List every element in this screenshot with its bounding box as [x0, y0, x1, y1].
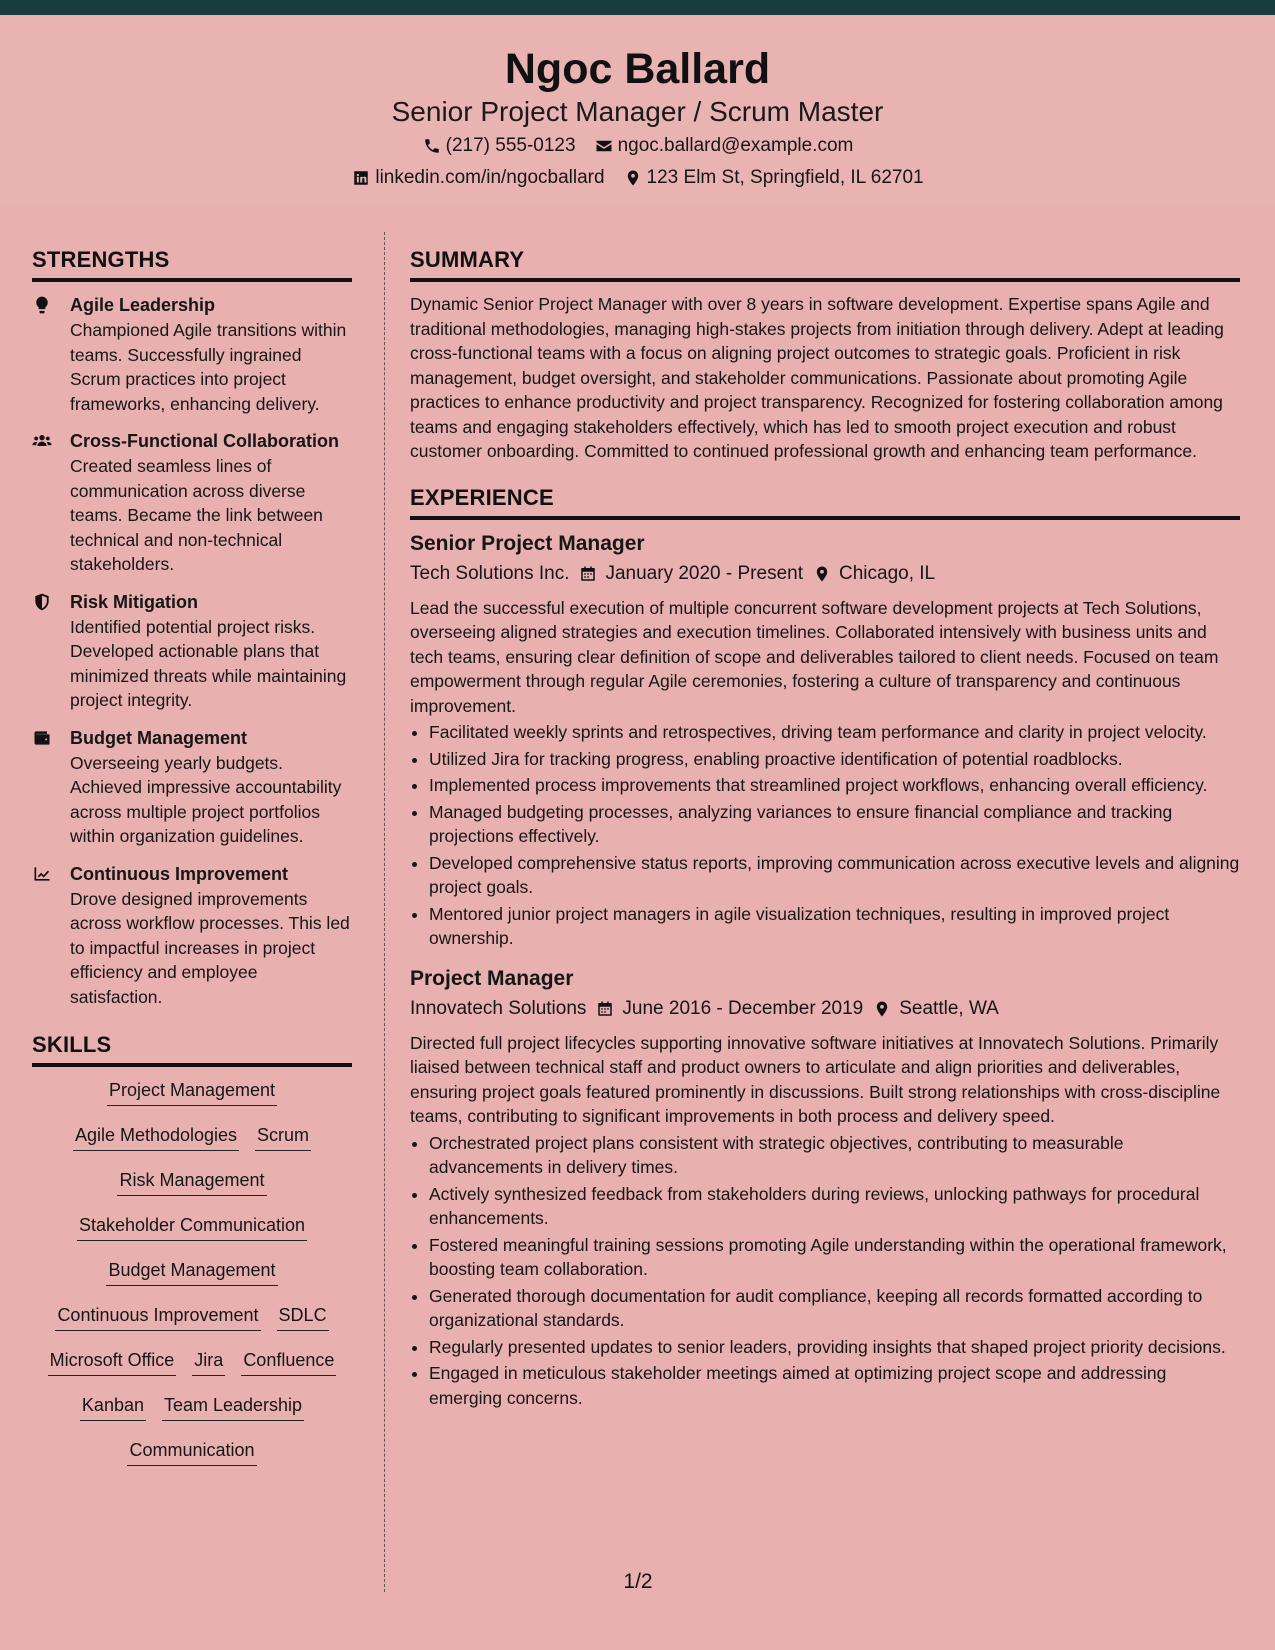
job-bullets — [410, 720, 1240, 951]
bullet-item: • Facilitated weekly sprints and retrospectives, driving team performance and clarity in project velocity. — [429, 720, 1240, 745]
job-dates — [579, 560, 803, 588]
top-accent-bar — [0, 0, 1275, 15]
skill-tag: Agile Methodologies — [73, 1122, 239, 1151]
company-name: Innovatech Solutions — [410, 997, 587, 1019]
phone-text: (217) 555-0123 — [445, 135, 576, 156]
skills-heading: SKILLS — [32, 1031, 352, 1067]
bullet-item: • Fostered meaningful training sessions promoting Agile understanding within the operational framework, boosting team collaboration. — [429, 1233, 1240, 1282]
contact-row-1 — [0, 134, 1275, 158]
job-location — [813, 560, 935, 588]
strength-name: Risk Mitigation — [70, 591, 199, 612]
strength-desc: Created seamless lines of communication across diverse teams. Became the link between technical and non-technical stakeholders. — [70, 456, 323, 574]
skill-row — [32, 1347, 352, 1392]
bullet-item: • Managed budgeting processes, analyzing variances to ensure financial compliance and tracking projections effectively. — [429, 800, 1240, 849]
phone-icon — [422, 136, 442, 156]
job-dates-text: January 2020 - Present — [605, 562, 803, 584]
bullet-item: • Orchestrated project plans consistent with strategic objectives, contributing to measurable advancements in delivery times. — [429, 1131, 1240, 1180]
strength-item — [32, 428, 352, 577]
bullet-item: • Developed comprehensive status reports, improving communication across executive levels and aligning project goals. — [429, 851, 1240, 900]
right-column — [410, 246, 1240, 1424]
bullet-item: • Mentored junior project managers in agile visualization techniques, resulting in improved project ownership. — [429, 902, 1240, 951]
linkedin-contact[interactable] — [351, 166, 604, 190]
strength-name: Cross-Functional Collaboration — [70, 431, 340, 451]
map-pin-icon — [873, 1000, 891, 1018]
chart-line-icon — [32, 861, 70, 1010]
bullet-item: • Utilized Jira for tracking progress, enabling proactive identification of potential roadblocks. — [429, 747, 1240, 772]
strength-name: Continuous Improvement — [70, 863, 289, 884]
shield-icon — [32, 589, 70, 713]
lightbulb-icon — [32, 292, 70, 416]
skill-row — [32, 1167, 352, 1212]
skill-tag: Stakeholder Communication — [77, 1212, 307, 1241]
linkedin-text[interactable]: linkedin.com/in/ngocballard — [375, 167, 605, 188]
strength-item — [32, 725, 352, 849]
skill-tag: Scrum — [255, 1122, 311, 1151]
summary-heading: SUMMARY — [410, 246, 1240, 282]
bullet-item: • Implemented process improvements that streamlined project workflows, enhancing overall efficiency. — [429, 773, 1240, 798]
strength-item — [32, 589, 352, 713]
bullet-item: • Engaged in meticulous stakeholder meetings aimed at optimizing project scope and addressing emerging concerns. — [429, 1361, 1240, 1410]
contact-row-2 — [0, 166, 1275, 190]
job-meta — [410, 995, 1240, 1023]
strength-item — [32, 861, 352, 1010]
job-dates-text: June 2016 - December 2019 — [622, 997, 864, 1019]
map-pin-icon — [813, 565, 831, 583]
skill-row — [32, 1212, 352, 1257]
skill-tag: Microsoft Office — [48, 1347, 177, 1376]
job-location — [873, 995, 999, 1023]
job-location-text: Chicago, IL — [839, 562, 936, 584]
skill-tag: Project Management — [107, 1077, 277, 1106]
skills-list — [32, 1077, 352, 1482]
job-bullets — [410, 1131, 1240, 1411]
users-icon — [32, 428, 70, 577]
bullet-item: • Generated thorough documentation for audit compliance, keeping all records formatted according to organizational standards. — [429, 1284, 1240, 1333]
job-dates — [596, 995, 863, 1023]
skill-tag: Communication — [127, 1437, 256, 1466]
skill-tag: Confluence — [241, 1347, 336, 1376]
bullet-item: • Regularly presented updates to senior leaders, providing insights that shaped project priority decisions. — [429, 1335, 1240, 1360]
job-title: Senior Project Manager — [410, 531, 645, 555]
experience-heading: EXPERIENCE — [410, 484, 1240, 520]
skill-row — [32, 1392, 352, 1437]
job-description: Lead the successful execution of multiple concurrent software development projects at Tech Solutions, overseeing aligned strategies and execution timelines. Collaborated intensively with business units and tech teams, ensuring clear definition of scope and deliverables tailored to client needs. Focused on team empowerment through regular Agile ceremonies, fostering a culture of transparency and continuous improvement. — [410, 597, 1219, 716]
job-location-text: Seattle, WA — [899, 997, 999, 1019]
company-name: Tech Solutions Inc. — [410, 562, 570, 584]
strength-item — [32, 292, 352, 416]
column-divider — [384, 232, 385, 1592]
skill-tag: Budget Management — [106, 1257, 277, 1286]
envelope-icon — [594, 136, 614, 156]
calendar-icon — [579, 565, 597, 583]
calendar-icon — [596, 1000, 614, 1018]
address-text: 123 Elm St, Springfield, IL 62701 — [646, 167, 924, 188]
map-pin-icon — [623, 168, 643, 188]
skill-row — [32, 1122, 352, 1167]
bullet-item: • Actively synthesized feedback from stakeholders during reviews, unlocking pathways for procedural enhancements. — [429, 1182, 1240, 1231]
skill-tag: Risk Management — [117, 1167, 266, 1196]
strength-name: Budget Management — [70, 727, 248, 748]
job-meta — [410, 560, 1240, 588]
skill-row — [32, 1257, 352, 1302]
strength-name: Agile Leadership — [70, 295, 216, 315]
strength-desc: Identified potential project risks. Developed actionable plans that minimized threats while maintaining project integrity. — [70, 616, 347, 710]
summary-text: Dynamic Senior Project Manager with over 8 years in software development. Expertise spans Agile and traditional methodologies, managing high-stakes projects from initiation through delivery. Adept at leading cross-functional teams with a focus on aligning project outcomes to strategic goals. Proficient in risk management, budget oversight, and stakeholder communications. Passionate about promoting Agile practices to enhance productivity and project transparency. Recognized for fostering collaboration among teams and engaging stakeholders effectively, which has led to smooth project execution and robust customer onboarding. Committed to continued professional growth and enhancing team performance. — [410, 294, 1224, 461]
left-column — [32, 246, 352, 1482]
job-description: Directed full project lifecycles supporting innovative software initiatives at Innovatech Solutions. Primarily liaised between technical staff and product owners to articulate and align priorities and deliverables, ensuring project goals featured prominently in discussions. Built strong relationships with cross-discipline teams, contributing to significant improvements in both process and delivery speed. — [410, 1032, 1221, 1126]
phone-contact — [422, 134, 576, 158]
address-contact — [623, 166, 924, 190]
email-text[interactable]: ngoc.ballard@example.com — [617, 135, 854, 156]
job-entry — [410, 965, 1240, 1411]
skill-tag: Continuous Improvement — [55, 1302, 260, 1331]
wallet-icon — [32, 725, 70, 849]
skill-row — [32, 1077, 352, 1122]
skill-tag: Kanban — [80, 1392, 146, 1421]
linkedin-icon — [351, 168, 371, 188]
email-contact[interactable] — [594, 134, 854, 158]
skill-row — [32, 1302, 352, 1347]
candidate-title: Senior Project Manager / Scrum Master — [391, 96, 884, 127]
job-title: Project Manager — [410, 966, 574, 990]
skill-tag: Team Leadership — [162, 1392, 304, 1421]
strength-desc: Overseeing yearly budgets. Achieved impressive accountability across multiple project portfolios within organization guidelines. — [70, 752, 342, 846]
skill-row — [32, 1437, 352, 1482]
resume-header — [0, 15, 1275, 205]
skill-tag: Jira — [192, 1347, 225, 1376]
strength-desc: Championed Agile transitions within teams. Successfully ingrained Scrum practices into project frameworks, enhancing delivery. — [70, 320, 347, 414]
skill-tag: SDLC — [277, 1302, 329, 1331]
strengths-heading: STRENGTHS — [32, 246, 352, 282]
job-entry — [410, 530, 1240, 951]
page-number: 1/2 — [623, 1570, 653, 1593]
strength-desc: Drove designed improvements across workflow processes. This led to impactful increases in project efficiency and employee satisfaction. — [70, 888, 350, 1007]
candidate-name: Ngoc Ballard — [504, 45, 771, 93]
